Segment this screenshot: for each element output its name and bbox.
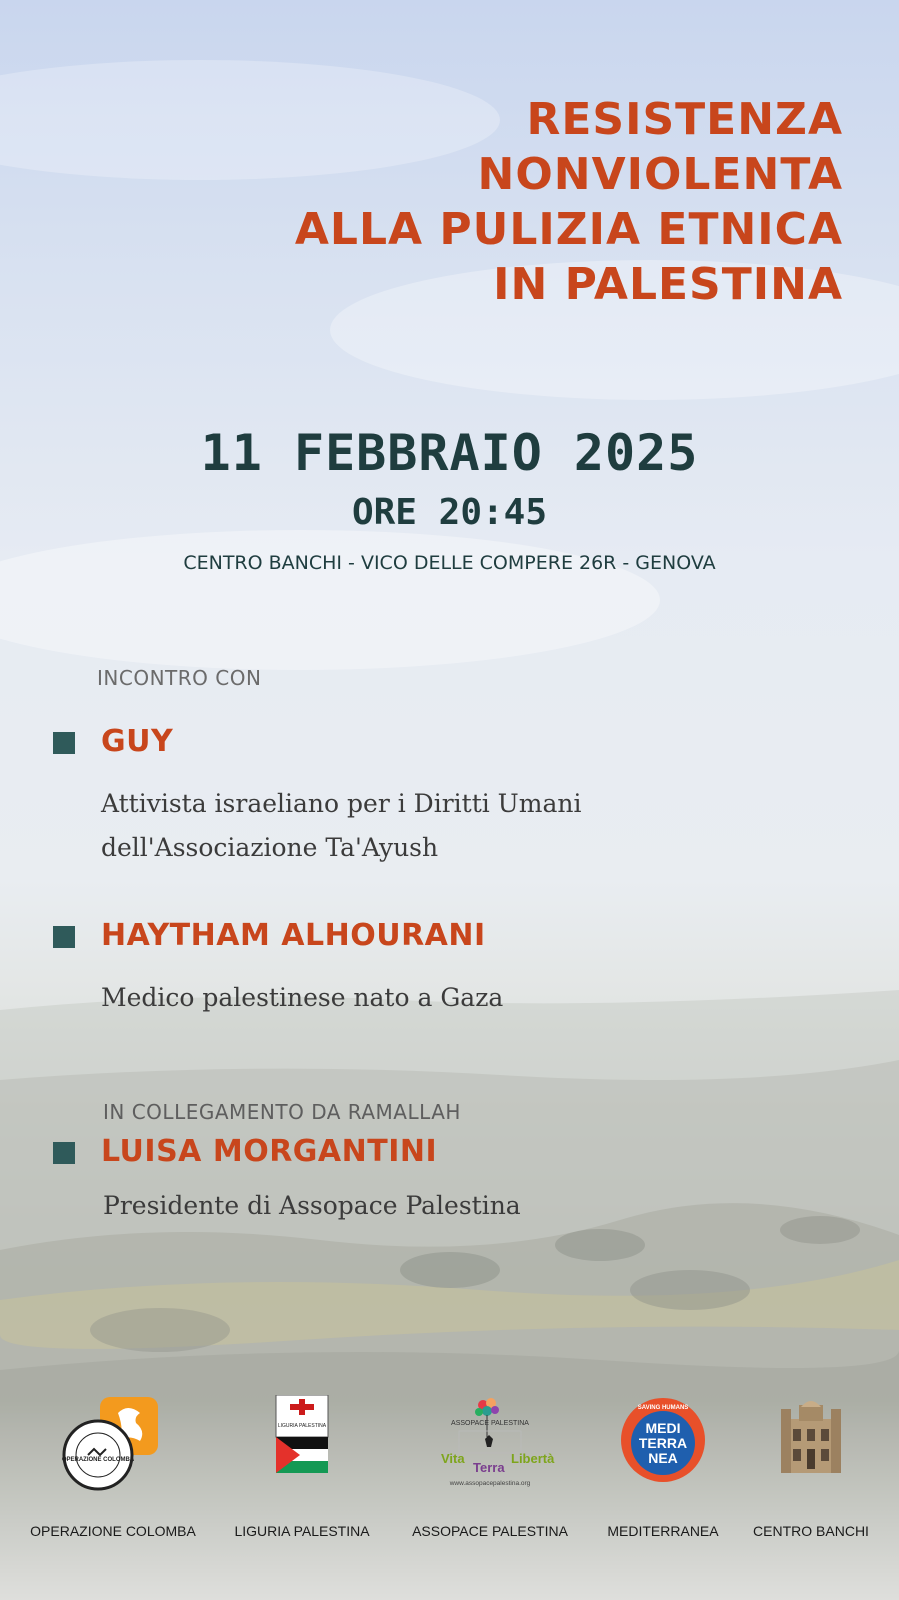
event-venue: CENTRO BANCHI - VICO DELLE COMPERE 26R - GENOVA: [183, 552, 716, 574]
remote-connection-label: IN COLLEGAMENTO DA RAMALLAH: [103, 1100, 461, 1124]
logo-label: LIGURIA PALESTINA: [234, 1523, 370, 1539]
speaker-description: [101, 782, 861, 870]
logo-label: MEDITERRANEA: [607, 1523, 719, 1539]
event-date: 11 FEBBRAIO 2025: [200, 424, 699, 482]
title-line: RESISTENZA: [526, 94, 843, 145]
balloons-icon: [425, 1395, 555, 1495]
flag-shield-icon: [272, 1395, 332, 1475]
speaker-name: HAYTHAM ALHOURANI: [101, 918, 486, 953]
logo-mediterranea: [578, 1395, 748, 1539]
logo-centro-banchi: [726, 1395, 896, 1539]
title-line: ALLA PULIZIA ETNICA: [294, 204, 843, 255]
title-line: IN PALESTINA: [493, 259, 843, 310]
svg-text:www.assopacepalestina.org: www.assopacepalestina.org: [449, 1480, 531, 1487]
square-bullet-icon: [53, 732, 75, 754]
logo-liguria-palestina: [217, 1395, 387, 1539]
svg-text:ASSOPACE PALESTINA: ASSOPACE PALESTINA: [451, 1420, 529, 1427]
round-lifebuoy-icon: [618, 1395, 708, 1485]
svg-text:Libertà: Libertà: [511, 1451, 555, 1466]
svg-text:NEA: NEA: [648, 1450, 678, 1466]
svg-text:OPERAZIONE COLOMBA: OPERAZIONE COLOMBA: [61, 1457, 135, 1463]
logo-label: CENTRO BANCHI: [753, 1523, 869, 1539]
svg-text:SAVING HUMANS: SAVING HUMANS: [637, 1405, 689, 1411]
description-line: dell'Associazione Ta'Ayush: [101, 833, 439, 862]
svg-text:TERRA: TERRA: [638, 1435, 688, 1451]
description-line: Medico palestinese nato a Gaza: [101, 983, 504, 1012]
partner-logos: [0, 1395, 899, 1539]
title-line: NONVIOLENTA: [477, 149, 843, 200]
svg-text:Vita: Vita: [441, 1451, 465, 1466]
description-line: Presidente di Assopace Palestina: [103, 1191, 521, 1220]
speaker-name: LUISA MORGANTINI: [101, 1134, 438, 1169]
logo-assopace-palestina: [405, 1395, 575, 1539]
speaker-name: GUY: [101, 724, 174, 759]
logo-label: ASSOPACE PALESTINA: [412, 1523, 568, 1539]
dove-badge-icon: [58, 1395, 168, 1500]
speaker-description: [103, 1184, 863, 1228]
square-bullet-icon: [53, 926, 75, 948]
logo-label: OPERAZIONE COLOMBA: [30, 1523, 196, 1539]
svg-text:LIGURIA PALESTINA: LIGURIA PALESTINA: [277, 1423, 327, 1429]
svg-text:MEDI: MEDI: [645, 1420, 681, 1436]
logo-operazione-colomba: [28, 1395, 198, 1539]
square-bullet-icon: [53, 1142, 75, 1164]
building-icon: [779, 1395, 843, 1475]
description-line: Attivista israeliano per i Diritti Umani: [101, 789, 582, 818]
speaker-description: [101, 976, 861, 1020]
event-title: [143, 92, 843, 312]
svg-text:Terra: Terra: [473, 1460, 505, 1475]
event-time: ORE 20:45: [351, 492, 548, 533]
intro-label: INCONTRO CON: [97, 666, 262, 690]
